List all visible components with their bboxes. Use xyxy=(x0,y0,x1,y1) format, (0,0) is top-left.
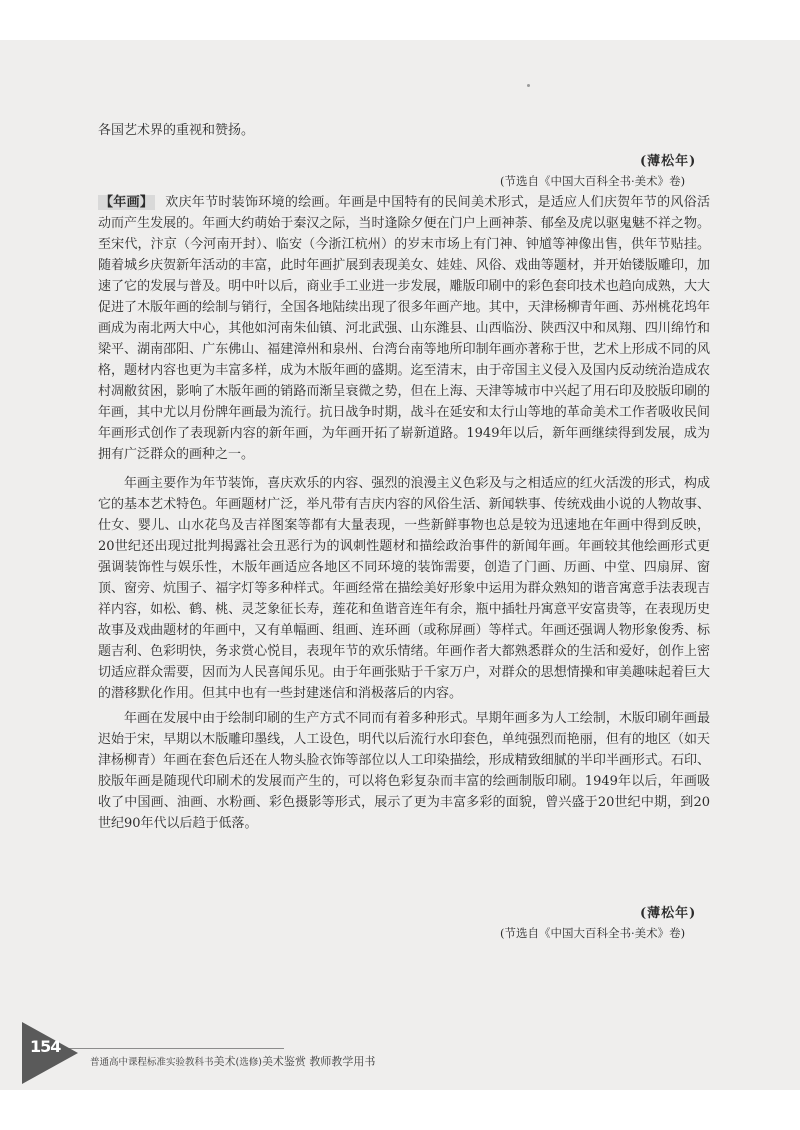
author-bottom: (薄松年) xyxy=(640,906,697,921)
preceding-text xyxy=(98,120,710,141)
entry-paragraph-3: 年画在发展中由于绘制印刷的生产方式不同而有着多种形式。早期年画多为人工绘制，木版印刷年画最迟始于宋，早期以木版雕印墨线，人工设色，明代以后流行水印套色，单纯强烈而艳丽，但有的地区（如天津杨柳青）年画在套色后还在人物头脸衣饰等部位以人工印染描绘，形成精致细腻的半印半画形式。石印、胶版年画是随现代印刷术的发展而产生的，可以将色彩复杂而丰富的绘画制版印刷。1949年以后，年画吸收了中国画、油画、水粉画、彩色摄影等形式，展示了更为丰富多彩的面貌，曾兴盛于20世纪中期，到20世纪90年代以后趋于低落。 xyxy=(98,711,710,831)
author-top: (薄松年) xyxy=(640,154,697,169)
top-line: 各国艺术界的重视和赞扬。 xyxy=(98,123,255,138)
book-title: 美术鉴赏 教师教学用书 xyxy=(261,1055,376,1068)
entry-paragraph-1 xyxy=(98,192,710,465)
edition-note: (选修) xyxy=(235,1057,262,1068)
entry-paragraph-2: 年画主要作为年节装饰，喜庆欢乐的内容、强烈的浪漫主义色彩及与之相适应的红火活泼的形式，构成它的基本艺术特色。年画题材广泛，举凡带有吉庆内容的风俗生活、新闻轶事、传统戏曲小说的人物故事、仕女、婴儿、山水花鸟及吉祥图案等都有大量表现，一些新鲜事物也总是较为迅速地在年画中得到反映，20世纪还出现过批判揭露社会丑恶行为的讽刺性题材和描绘政治事件的新闻年画。年画较其他绘画形式更强调装饰性与娱乐性，木版年画适应各地区不同环境的装饰需要，创造了门画、历画、中堂、四扇屏、窗顶、窗旁、炕围子、福字灯等多种样式。年画经常在描绘美好形象中运用为群众熟知的谐音寓意手法表现吉祥内容，如松、鹤、桃、灵芝象征长寿，莲花和鱼谐音连年有余，瓶中插牡丹寓意平安富贵等，在表现历史故事及戏曲题材的年画中，又有单幅画、组画、连环画（或称屏画）等样式。年画还强调人物形象俊秀、标题吉利、色彩明快，务求赏心悦目，表现年节的欢乐情绪。年画作者大都熟悉群众的生活和爱好，创作上密切适应群众需要，因而为人民喜闻乐见。由于年画张贴于千家万户，对群众的思想情操和审美趣味起着巨大的潜移默化作用。但其中也有一些封建迷信和消极落后的内容。 xyxy=(98,476,710,701)
page-number: 154 xyxy=(30,1037,61,1056)
subject-name: 美术 xyxy=(213,1055,236,1068)
encyclopedia-entry xyxy=(98,192,710,834)
entry-term-label: 【年画】 xyxy=(100,195,154,210)
scan-speck xyxy=(527,84,530,87)
running-footer xyxy=(90,1053,375,1069)
source-top: (节选自《中国大百科全书·美术》卷) xyxy=(500,174,686,188)
source-bottom: (节选自《中国大百科全书·美术》卷) xyxy=(500,926,686,940)
series-name: 普通高中课程标准实验教科书 xyxy=(90,1057,214,1068)
entry-paragraph-1-text: 欢庆年节时装饰环境的绘画。年画是中国特有的民间美术形式，是适应人们庆贺年节的风俗活动而产生发展的。年画大约萌始于秦汉之际，当时逢除夕便在门户上画神荼、郁垒及虎以驱鬼魅不祥之物。至宋代，汴京（今河南开封）、临安（今浙江杭州）的岁末市场上有门神、钟馗等神像出售，供年节贴挂。随着城乡庆贺新年活动的丰富，此时年画扩展到表现美女、娃娃、风俗、戏曲等题材，并开始镂版雕印，加速了它的发展与普及。明中叶以后，商业手工业进一步发展，雕版印刷中的彩色套印技术也趋向成熟，大大促进了木版年画的绘制与销行，全国各地陆续出现了很多年画产地。其中，天津杨柳青年画、苏州桃花坞年画成为南北两大中心，其他如河南朱仙镇、河北武强、山东潍县、山西临汾、陕西汉中和凤翔、四川绵竹和梁平、湖南邵阳、广东佛山、福建漳州和泉州、台湾台南等地所印制年画亦著称于世，艺术上形成不同的风格，题材内容也更为丰富多样，成为木版年画的盛期。迄至清末，由于帝国主义侵入及国内反动统治造成农村凋敝贫困，影响了木版年画的销路而渐呈衰微之势，但在上海、天津等城市中兴起了用石印及胶版印刷的年画，其中尤以月份牌年画最为流行。抗日战争时期，战斗在延安和太行山等地的革命美术工作者吸收民间年画形式创作了表现新内容的新年画，为年画开拓了崭新道路。1949年以后，新年画继续得到发展，成为拥有广泛群众的画种之一。 xyxy=(98,195,710,462)
